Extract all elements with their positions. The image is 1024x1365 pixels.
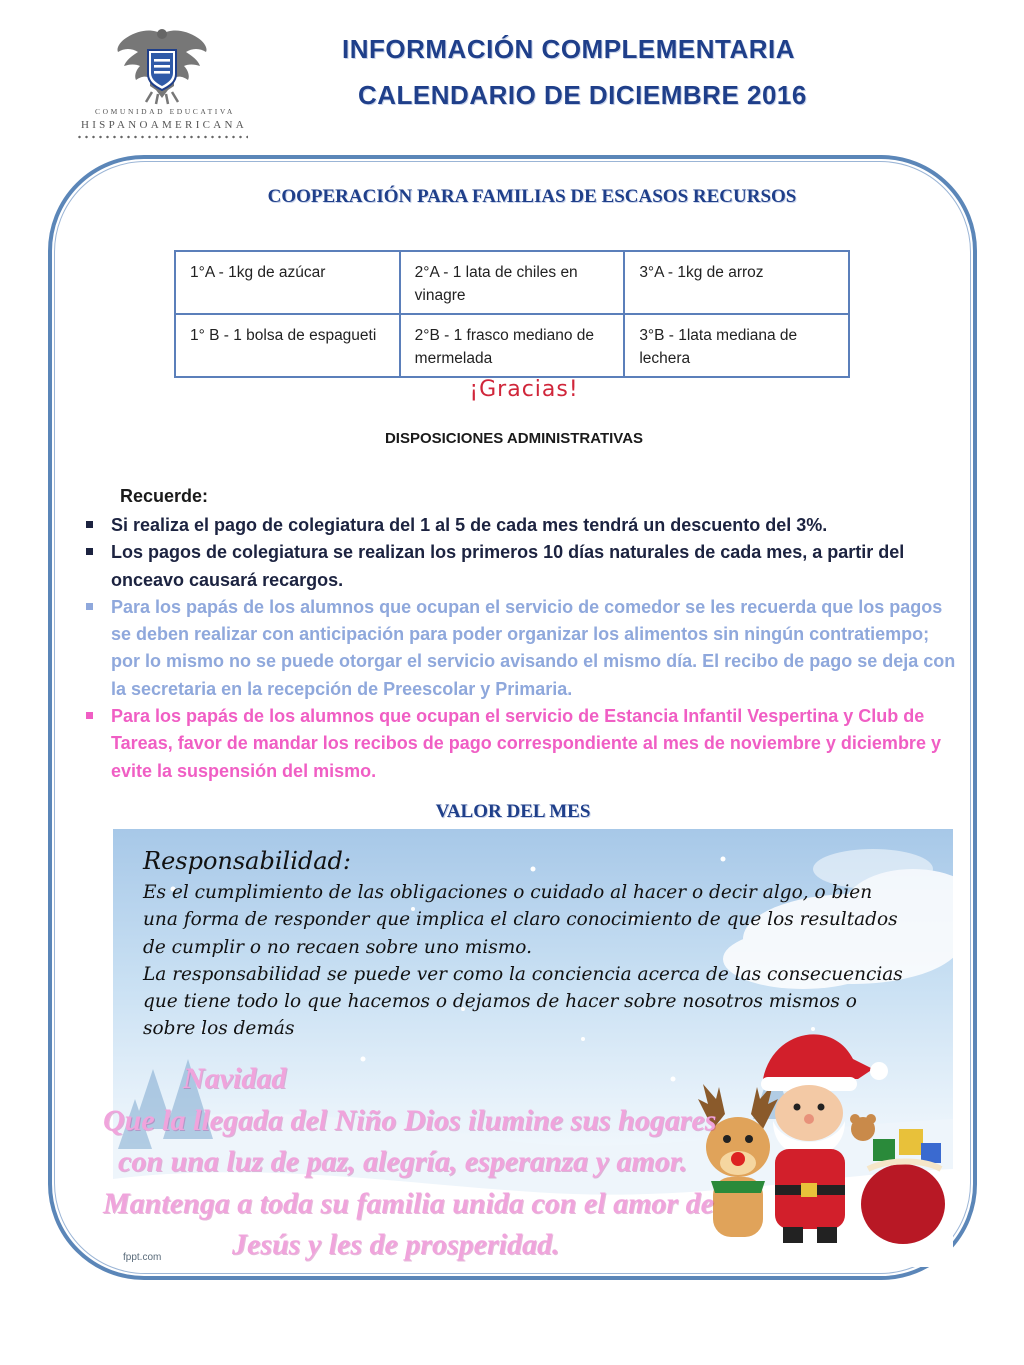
page-title: INFORMACIÓN COMPLEMENTARIA <box>342 34 796 64</box>
page-subtitle: CALENDARIO DE DICIEMBRE 2016 <box>358 80 807 110</box>
square-bullet-icon <box>86 548 93 555</box>
eagle-crest-icon <box>112 26 212 106</box>
christmas-line: Jesús y les de prosperidad. <box>232 1228 560 1261</box>
list-item <box>84 594 956 703</box>
thanks-text: ¡Gracias! <box>469 377 579 402</box>
value-paragraph: Es el cumplimiento de las obligaciones o cuidado al hacer o decir algo, o bien una forma de responder que implica el claro conocimiento de que los resultados de cumplir o no recaen sobre uno mismo. <box>143 882 898 958</box>
value-description <box>143 879 903 1043</box>
square-bullet-icon <box>86 603 93 610</box>
list-item <box>84 703 956 785</box>
table-row <box>175 314 849 377</box>
table-cell: 2°A - 1 lata de chiles en vinagre <box>400 251 625 314</box>
list-item <box>84 512 956 539</box>
logo-name: HISPANOAMERICANA <box>80 119 248 131</box>
value-paragraph: La responsabilidad se puede ver como la conciencia acerca de las consecuencias que tiene todo lo que hacemos o dejamos de hacer sobre nosotros mismos o sobre los demás <box>143 963 903 1040</box>
christmas-line: Mantenga a toda su familia unida con el amor de <box>103 1186 714 1220</box>
square-bullet-icon <box>86 712 93 719</box>
list-item-text: Para los papás de los alumnos que ocupan el servicio de comedor se les recuerda que los pagos se deben realizar con anticipación para poder organizar los alimentos sin ningún contratiempo; por lo mismo no se puede otorgar el servicio avisando el mismo día. El recibo de pago se deja con la secretaria en la recepción de Preescolar y Primaria. <box>111 596 956 699</box>
table-cell: 3°A - 1kg de arroz <box>624 251 849 314</box>
value-of-month-title: VALOR DEL MES <box>435 801 591 822</box>
cooperation-title: COOPERACIÓN PARA FAMILIAS DE ESCASOS RECURSOS <box>267 186 797 207</box>
list-item-text: Si realiza el pago de colegiatura del 1 al 5 de cada mes tendrá un descuento del 3%. <box>111 515 828 535</box>
list-item-text: Los pagos de colegiatura se realizan los primeros 10 días naturales de cada mes, a partir del onceavo causará recargos. <box>111 542 905 590</box>
christmas-line: Navidad <box>183 1062 287 1095</box>
list-item-text: Para los papás de los alumnos que ocupan el servicio de Estancia Infantil Vespertina y Club de Tareas, favor de mandar los recibos de pago correspondiente al mes de noviembre y diciembre y evite la suspensión del mismo. <box>111 706 941 781</box>
value-heading: Responsabilidad: <box>143 847 351 875</box>
table-cell: 3°B - 1lata mediana de lechera <box>624 314 849 377</box>
logo-dotted-rule <box>76 135 248 139</box>
table-cell: 1°A - 1kg de azúcar <box>175 251 400 314</box>
christmas-line: con una luz de paz, alegría, esperanza y amor. <box>118 1145 688 1178</box>
dispositions-title: DISPOSICIONES ADMINISTRATIVAS <box>384 430 644 447</box>
list-item <box>84 539 956 594</box>
dispositions-intro: Recuerde: <box>120 486 209 506</box>
cooperation-table <box>174 250 850 378</box>
dispositions-list <box>84 512 956 785</box>
table-cell: 2°B - 1 frasco mediano de mermelada <box>400 314 625 377</box>
table-cell: 1° B - 1 bolsa de espagueti <box>175 314 400 377</box>
square-bullet-icon <box>86 521 93 528</box>
gift-sack-icon <box>861 1129 945 1244</box>
table-row <box>175 251 849 314</box>
christmas-message <box>0 1058 760 1266</box>
logo-subtitle: COMUNIDAD EDUCATIVA <box>95 107 235 116</box>
christmas-line: Que la llegada del Niño Dios ilumine sus hogares <box>103 1103 717 1137</box>
watermark: fppt.com <box>123 1252 162 1263</box>
school-logo <box>74 26 254 146</box>
